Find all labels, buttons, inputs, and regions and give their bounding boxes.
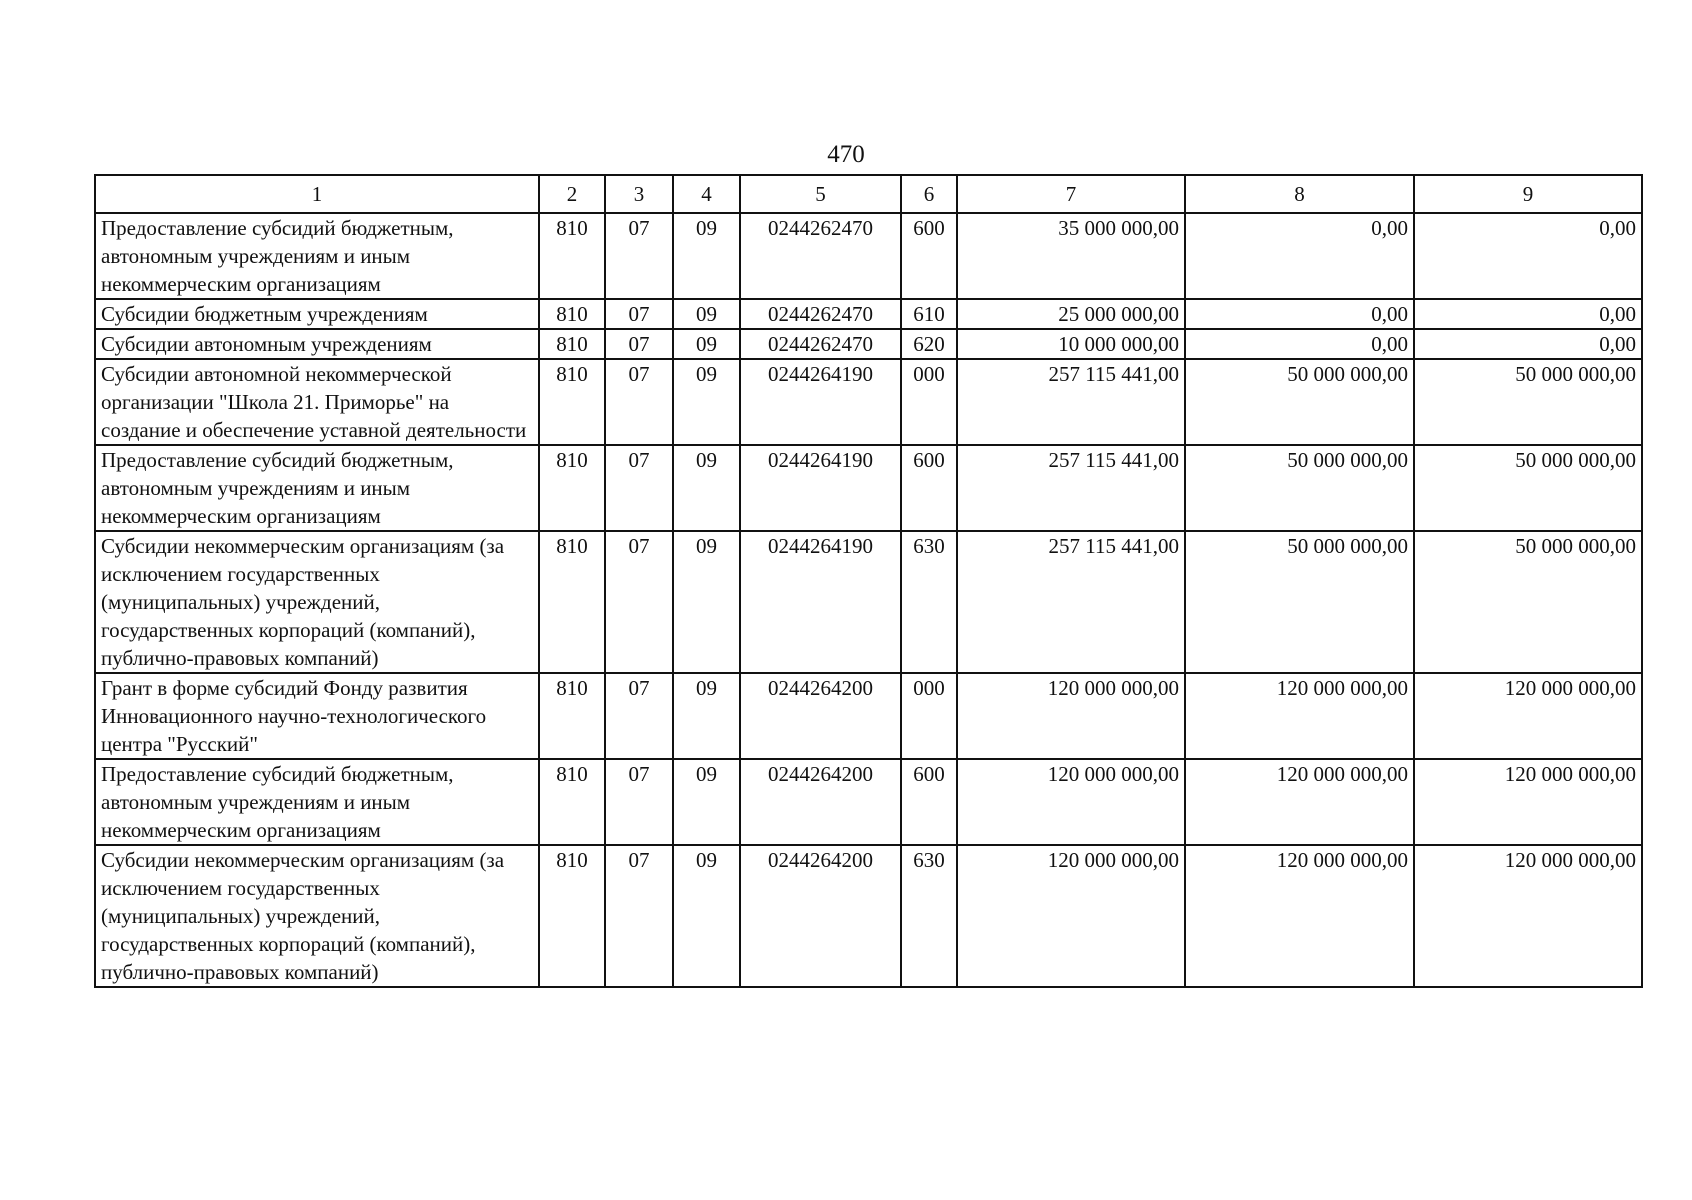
row-amount-year1: 257 115 441,00 xyxy=(957,359,1185,445)
row-amount-year1: 120 000 000,00 xyxy=(957,759,1185,845)
row-amount-year3: 50 000 000,00 xyxy=(1414,531,1642,673)
row-code-section: 07 xyxy=(605,759,673,845)
column-header: 7 xyxy=(957,175,1185,213)
row-code-target: 0244264190 xyxy=(740,531,901,673)
column-header: 3 xyxy=(605,175,673,213)
row-name: Субсидии некоммерческим организациям (за исключением государственных (муниципальных) учреждений, государственных корпораций (компаний), публично-правовых компаний) xyxy=(95,531,539,673)
row-amount-year3: 120 000 000,00 xyxy=(1414,673,1642,759)
column-header: 1 xyxy=(95,175,539,213)
row-name: Предоставление субсидий бюджетным, автономным учреждениям и иным некоммерческим организациям xyxy=(95,759,539,845)
row-code-subsection: 09 xyxy=(673,299,740,329)
row-amount-year2: 0,00 xyxy=(1185,329,1414,359)
row-name: Субсидии автономным учреждениям xyxy=(95,329,539,359)
row-code-ministry: 810 xyxy=(539,329,605,359)
row-name: Субсидии автономной некоммерческой организации "Школа 21. Приморье" на создание и обеспечение уставной деятельности xyxy=(95,359,539,445)
row-code-subsection: 09 xyxy=(673,845,740,987)
row-code-ministry: 810 xyxy=(539,759,605,845)
row-amount-year2: 50 000 000,00 xyxy=(1185,359,1414,445)
row-code-ministry: 810 xyxy=(539,359,605,445)
row-code-target: 0244262470 xyxy=(740,299,901,329)
row-code-target: 0244264200 xyxy=(740,673,901,759)
row-amount-year1: 35 000 000,00 xyxy=(957,213,1185,299)
row-amount-year2: 120 000 000,00 xyxy=(1185,673,1414,759)
row-code-expense-type: 600 xyxy=(901,213,957,299)
row-code-ministry: 810 xyxy=(539,213,605,299)
row-amount-year2: 50 000 000,00 xyxy=(1185,445,1414,531)
row-name: Предоставление субсидий бюджетным, автономным учреждениям и иным некоммерческим организациям xyxy=(95,445,539,531)
row-name: Субсидии некоммерческим организациям (за исключением государственных (муниципальных) учреждений, государственных корпораций (компаний), публично-правовых компаний) xyxy=(95,845,539,987)
table-row xyxy=(95,299,1642,329)
row-code-expense-type: 000 xyxy=(901,673,957,759)
row-code-expense-type: 630 xyxy=(901,531,957,673)
row-code-subsection: 09 xyxy=(673,359,740,445)
row-code-section: 07 xyxy=(605,445,673,531)
column-header: 6 xyxy=(901,175,957,213)
row-name: Грант в форме субсидий Фонду развития Инновационного научно-технологического центра "Русский" xyxy=(95,673,539,759)
table-row xyxy=(95,531,1642,673)
row-name: Предоставление субсидий бюджетным, автономным учреждениям и иным некоммерческим организациям xyxy=(95,213,539,299)
row-amount-year3: 0,00 xyxy=(1414,213,1642,299)
table-row xyxy=(95,359,1642,445)
row-amount-year1: 257 115 441,00 xyxy=(957,445,1185,531)
table-row xyxy=(95,329,1642,359)
table-row xyxy=(95,445,1642,531)
column-header: 5 xyxy=(740,175,901,213)
budget-table xyxy=(94,174,1643,988)
row-code-ministry: 810 xyxy=(539,531,605,673)
row-code-ministry: 810 xyxy=(539,299,605,329)
row-code-section: 07 xyxy=(605,359,673,445)
page-number: 470 xyxy=(827,141,865,168)
row-amount-year3: 120 000 000,00 xyxy=(1414,759,1642,845)
row-code-ministry: 810 xyxy=(539,673,605,759)
row-code-section: 07 xyxy=(605,845,673,987)
row-amount-year3: 50 000 000,00 xyxy=(1414,445,1642,531)
row-code-target: 0244264190 xyxy=(740,359,901,445)
row-code-expense-type: 630 xyxy=(901,845,957,987)
row-amount-year2: 0,00 xyxy=(1185,213,1414,299)
row-code-target: 0244264200 xyxy=(740,759,901,845)
column-header: 4 xyxy=(673,175,740,213)
row-code-subsection: 09 xyxy=(673,329,740,359)
row-code-section: 07 xyxy=(605,531,673,673)
row-amount-year1: 120 000 000,00 xyxy=(957,845,1185,987)
row-code-section: 07 xyxy=(605,673,673,759)
row-code-expense-type: 600 xyxy=(901,759,957,845)
row-code-target: 0244262470 xyxy=(740,213,901,299)
row-code-section: 07 xyxy=(605,213,673,299)
row-code-expense-type: 000 xyxy=(901,359,957,445)
row-amount-year1: 120 000 000,00 xyxy=(957,673,1185,759)
row-code-subsection: 09 xyxy=(673,445,740,531)
row-code-section: 07 xyxy=(605,299,673,329)
row-code-section: 07 xyxy=(605,329,673,359)
header-row xyxy=(95,175,1642,213)
row-code-expense-type: 610 xyxy=(901,299,957,329)
row-amount-year3: 120 000 000,00 xyxy=(1414,845,1642,987)
row-code-subsection: 09 xyxy=(673,759,740,845)
row-amount-year2: 0,00 xyxy=(1185,299,1414,329)
row-code-subsection: 09 xyxy=(673,673,740,759)
table-row xyxy=(95,213,1642,299)
table-row xyxy=(95,759,1642,845)
row-code-ministry: 810 xyxy=(539,845,605,987)
row-code-subsection: 09 xyxy=(673,531,740,673)
table-row xyxy=(95,673,1642,759)
column-header: 9 xyxy=(1414,175,1642,213)
row-amount-year3: 0,00 xyxy=(1414,299,1642,329)
row-code-subsection: 09 xyxy=(673,213,740,299)
row-code-expense-type: 600 xyxy=(901,445,957,531)
row-code-ministry: 810 xyxy=(539,445,605,531)
row-code-target: 0244262470 xyxy=(740,329,901,359)
row-code-expense-type: 620 xyxy=(901,329,957,359)
row-code-target: 0244264190 xyxy=(740,445,901,531)
column-header: 2 xyxy=(539,175,605,213)
row-amount-year1: 10 000 000,00 xyxy=(957,329,1185,359)
row-name: Субсидии бюджетным учреждениям xyxy=(95,299,539,329)
row-amount-year2: 120 000 000,00 xyxy=(1185,845,1414,987)
row-amount-year2: 120 000 000,00 xyxy=(1185,759,1414,845)
row-amount-year3: 0,00 xyxy=(1414,329,1642,359)
row-amount-year3: 50 000 000,00 xyxy=(1414,359,1642,445)
row-code-target: 0244264200 xyxy=(740,845,901,987)
row-amount-year1: 257 115 441,00 xyxy=(957,531,1185,673)
table-row xyxy=(95,845,1642,987)
column-header: 8 xyxy=(1185,175,1414,213)
row-amount-year1: 25 000 000,00 xyxy=(957,299,1185,329)
row-amount-year2: 50 000 000,00 xyxy=(1185,531,1414,673)
